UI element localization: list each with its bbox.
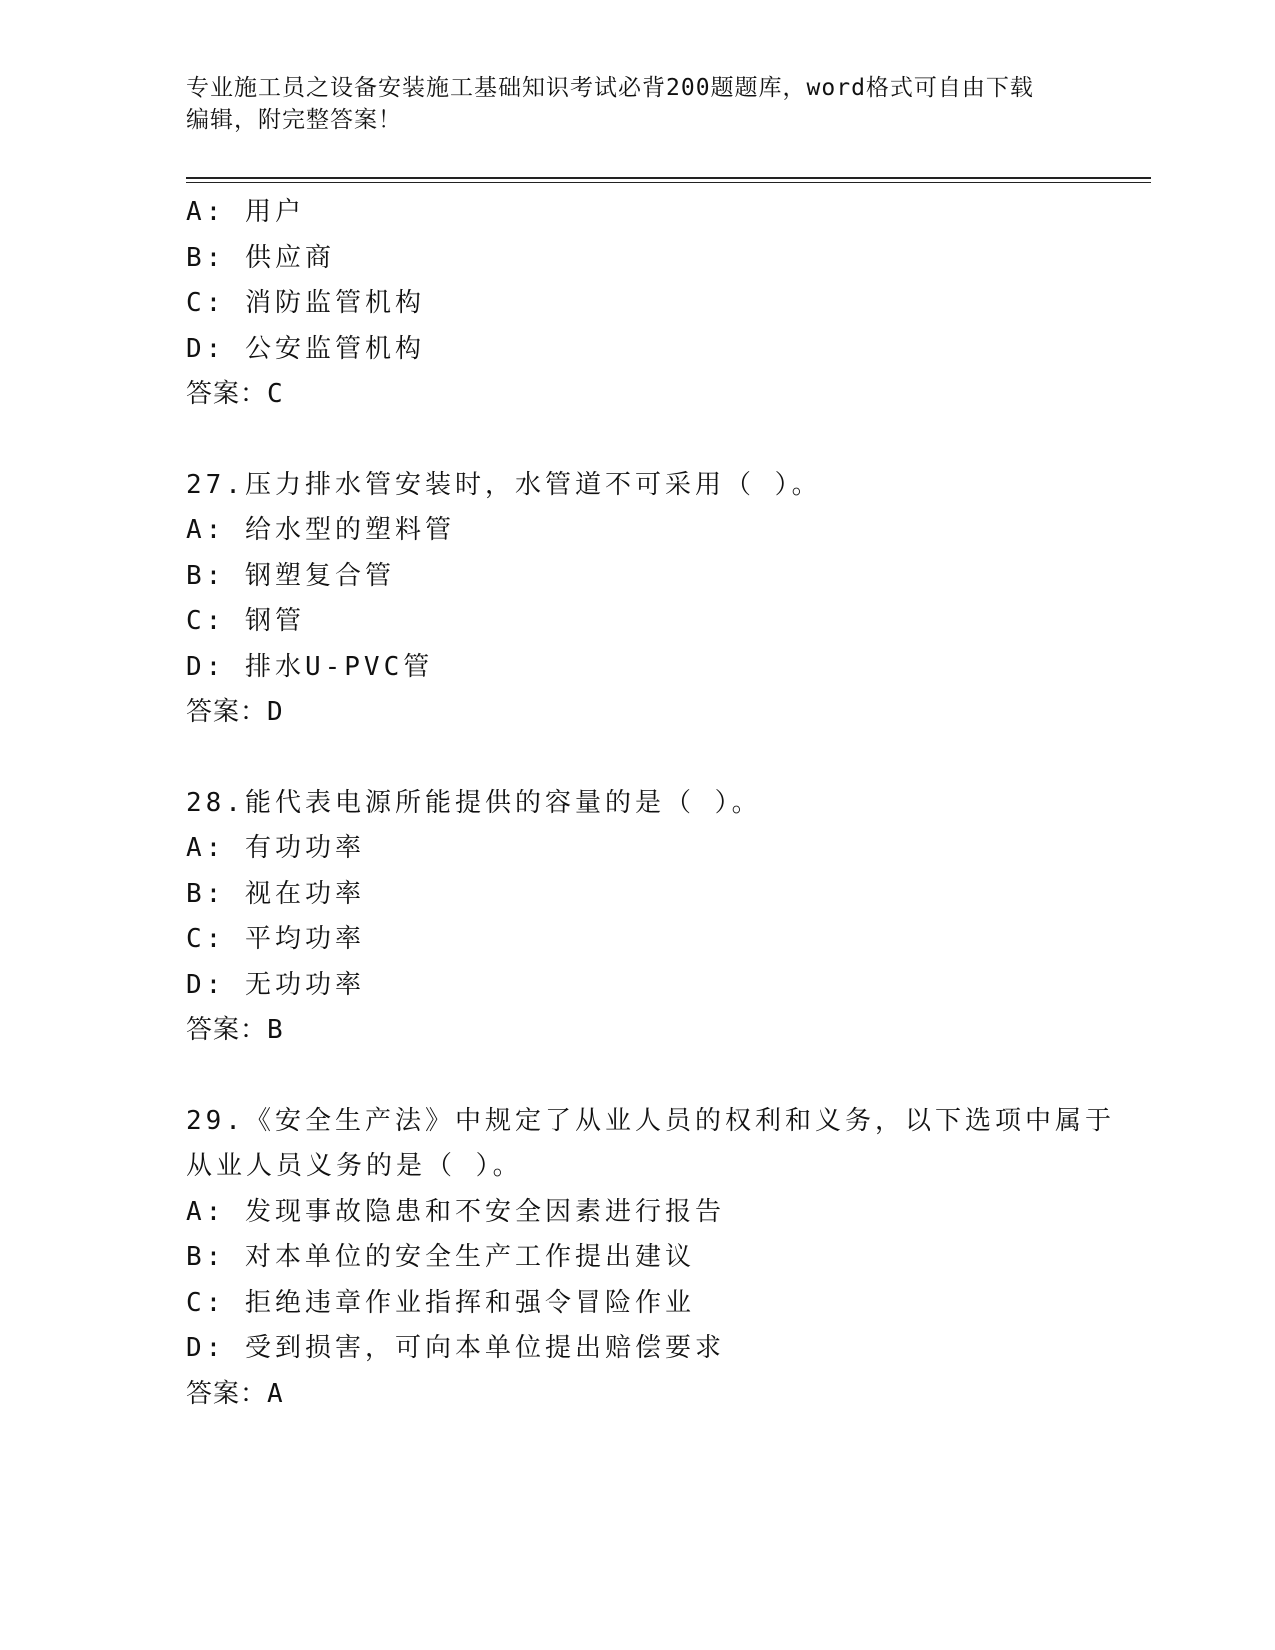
q28-option-c: C: 平均功率 bbox=[186, 924, 365, 954]
q26-answer: 答案：C bbox=[186, 379, 284, 409]
header-divider-thin bbox=[186, 182, 1151, 183]
q29-stem-line1: 29.《安全生产法》中规定了从业人员的权利和义务，以下选项中属于 bbox=[186, 1105, 1115, 1136]
q29-option-c: C: 拒绝违章作业指挥和强令冒险作业 bbox=[186, 1287, 695, 1318]
q27-option-a: A: 给水型的塑料管 bbox=[186, 515, 455, 545]
spacer bbox=[186, 418, 1151, 463]
q29-answer: 答案：A bbox=[186, 1378, 284, 1409]
spacer bbox=[186, 1054, 1151, 1099]
header-title-line2: 编辑，附完整答案！ bbox=[186, 107, 402, 133]
header-title-line1: 专业施工员之设备安装施工基础知识考试必背200题题库，word格式可自由下载 bbox=[186, 75, 1034, 101]
q28-stem: 28.能代表电源所能提供的容量的是（ ）。 bbox=[186, 787, 762, 818]
q28-option-d: D: 无功功率 bbox=[186, 969, 365, 1000]
q26-option-d: D: 公安监管机构 bbox=[186, 333, 425, 364]
document-header bbox=[186, 72, 1086, 136]
question-27-block bbox=[186, 463, 1151, 736]
question-29-block bbox=[186, 1099, 1151, 1418]
q28-option-b: B: 视在功率 bbox=[186, 878, 365, 909]
q27-option-d: D: 排水U-PVC管 bbox=[186, 651, 434, 682]
q28-option-a: A: 有功功率 bbox=[186, 833, 365, 863]
q27-option-c: C: 钢管 bbox=[186, 606, 305, 636]
question-list bbox=[186, 190, 1151, 1417]
spacer bbox=[186, 736, 1151, 781]
q27-answer: 答案：D bbox=[186, 697, 284, 727]
question-26-block bbox=[186, 190, 1151, 418]
header-divider-thick bbox=[186, 177, 1151, 179]
q29-option-d: D: 受到损害，可向本单位提出赔偿要求 bbox=[186, 1333, 725, 1363]
question-28-block bbox=[186, 781, 1151, 1054]
q27-stem: 27.压力排水管安装时，水管道不可采用（ ）。 bbox=[186, 469, 822, 500]
q26-option-c: C: 消防监管机构 bbox=[186, 288, 425, 318]
q29-option-a: A: 发现事故隐患和不安全因素进行报告 bbox=[186, 1196, 725, 1227]
q27-option-b: B: 钢塑复合管 bbox=[186, 560, 395, 591]
q29-stem-line2: 从业人员义务的是（ ）。 bbox=[186, 1151, 523, 1181]
q26-option-a: A: 用户 bbox=[186, 197, 305, 227]
q28-answer: 答案：B bbox=[186, 1015, 284, 1045]
q26-option-b: B: 供应商 bbox=[186, 242, 335, 273]
q29-option-b: B: 对本单位的安全生产工作提出建议 bbox=[186, 1242, 695, 1272]
